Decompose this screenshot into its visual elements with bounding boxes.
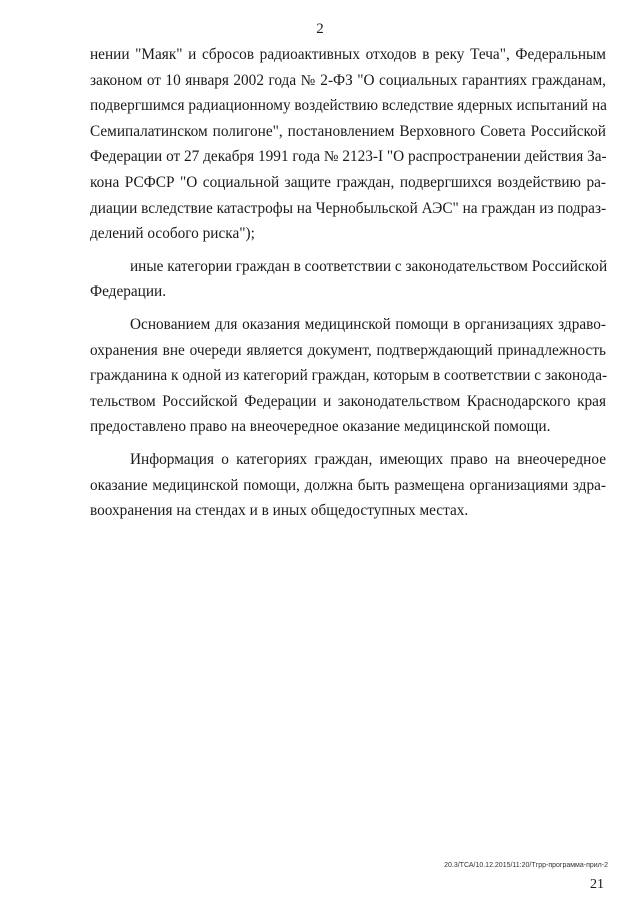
text-line: Федерации.: [90, 283, 167, 301]
paragraph-legal-references: [90, 42, 606, 247]
paragraph-other-categories: [90, 254, 606, 305]
text-line: Основанием для оказания медицинской помощи в организациях здраво-: [130, 315, 606, 333]
text-line: тельством Российской Федерации и законодательством Краснодарского края: [90, 392, 606, 410]
page-number: 2: [316, 21, 324, 37]
text-line: предоставлено право на внеочередное оказание медицинской помощи.: [90, 418, 551, 436]
text-line: Федерации от 27 декабря 1991 года № 2123-I "О распространении действия За-: [90, 148, 607, 166]
paragraph-information-posting: [90, 447, 606, 524]
paragraph-basis-for-care: [90, 312, 606, 440]
text-line: диации вследствие катастрофы на Чернобыльской АЭС" на граждан из подраз-: [90, 199, 607, 217]
text-line: делений особого риска");: [90, 225, 255, 243]
text-line: охранения вне очереди является документ, подтверждающий принадлежность: [90, 341, 606, 359]
text-line: воохранения на стендах и в иных общедоступных местах.: [90, 502, 469, 520]
text-line: подвергшимся радиационному воздействию вследствие ядерных испытаний на: [90, 97, 607, 115]
footer-file-reference: 20.3/ТСА/10.12.2015/11:20/Тгрр-программа-прил-2: [444, 862, 608, 869]
text-line: нении "Маяк" и сбросов радиоактивных отходов в реку Теча", Федеральным: [90, 46, 606, 63]
document-body: [90, 42, 606, 524]
text-line: Семипалатинском полигоне", постановлением Верховного Совета Российской: [90, 122, 606, 140]
text-line: законом от 10 января 2002 года № 2-ФЗ "О социальных гарантиях гражданам,: [90, 71, 606, 89]
text-line: иные категории граждан в соответствии с законодательством Российской: [130, 257, 608, 275]
text-line: кона РСФСР "О социальной защите граждан, подвергшихся воздействию ра-: [90, 173, 606, 191]
text-line: Информация о категориях граждан, имеющих право на внеочередное: [130, 450, 606, 468]
text-line: гражданина к одной из категорий граждан, которым в соответствии с законода-: [90, 367, 608, 385]
sheet-number: 21: [590, 877, 604, 892]
text-line: оказание медицинской помощи, должна быть размещена организациями здра-: [90, 476, 606, 494]
